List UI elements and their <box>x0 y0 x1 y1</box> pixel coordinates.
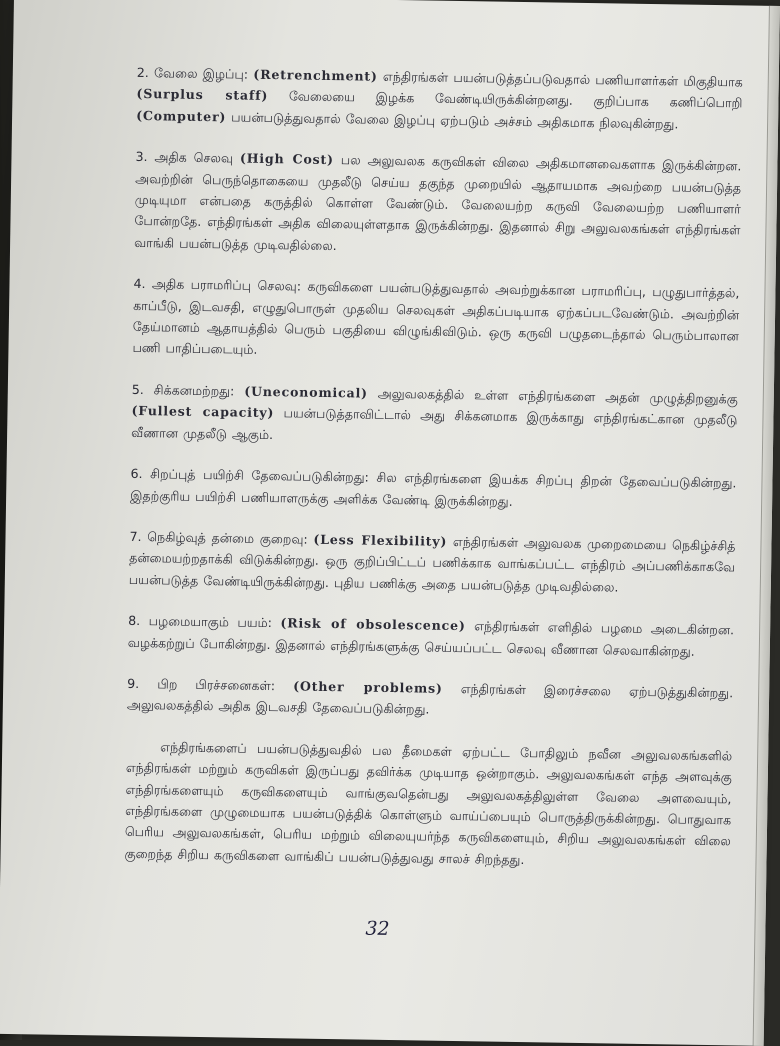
page-number: 32 <box>365 917 390 940</box>
text-line: வேலை இழப்பு ஏற்படும் அச்சம் அதிகமாக நிலவுகின்றது. <box>345 111 679 132</box>
text-line: திறன் தேவைப்படுகின்றது. இதற்குரிய பயிற்சி பணியாளருக்கு அளிக்க வேண்டி <box>130 473 737 508</box>
text-line: சிறிய அலுவலகங்கள் விலை குறைந்த சிறிய கருவிகளை வாங்கிப் பயன்படுத்துவது <box>124 830 731 866</box>
paragraph-p7 <box>129 526 736 600</box>
text-line: முழுமையாக பயன்படுத்திக் கொள்ளும் வாய்ப்பையும் பொருத்திருக்கின்றது. <box>209 804 661 827</box>
text-line: அடைகின்றன. வழக்கற்றுப் போகின்றது. இதனால் எந்திரங்களுக்கு செய்யப்பட்ட <box>127 621 735 656</box>
text-line: ஏற்படுத்துகின்றது. அலுவலகத்தில் அதிக இடவசதி தேவைப்படுகின்றது. <box>126 683 734 717</box>
text-line: ஒன்றாகும். அலுவலகங்கள் எந்த அளவுக்கு எந்திரங்களையும் கருவிகளையும் <box>125 765 732 800</box>
text-line: 2. வேலை இழப்பு: (Retrenchment) எந்திரங்கள் பயன்படுத்தப்படுவதால் <box>136 64 591 88</box>
text-line: சாலச் சிறந்தது. <box>438 850 525 867</box>
text-line: வேண்டியிருக்கின்றது. புதிய பணிக்கு அதை பயன்படுத்த முடிவதில்லை. <box>203 572 619 595</box>
paragraph-p5 <box>131 379 738 453</box>
text-line: பொதுவாக பெரிய அலுவலகங்கள், பெரிய மற்றும் விலையுயர்ந்த கருவிகளையும், <box>124 811 732 846</box>
text-line: பெரும்பாலான பணி பாதிப்படையும். <box>132 327 739 358</box>
text-line: செலவு வீணான செலவாகின்றது. <box>506 640 695 659</box>
text-line: பணியாளர்கள் மிகுதியாக (Surplus staff) வேலையை இழக்க <box>136 72 743 106</box>
text-line: 9. பிற பிரச்சனைகள்: (Other problems) எந்திரங்கள் இரைச்சலை <box>127 675 612 699</box>
text-line: 5. சிக்கனமற்றது: (Uneconomical) அலுவலகத்தில் உள்ள எந்திரங்களை <box>131 381 596 405</box>
text-line: வாங்குவதென்பது அலுவலகத்திலுள்ள வேலை அளவையும், எந்திரங்களை <box>125 784 732 820</box>
paragraph-p8 <box>128 610 735 662</box>
text-line: இருக்கின்றது. <box>434 492 513 509</box>
text-line: செலவுகள் அதிகப்படியாக ஏற்கப்படவேண்டும். அவற்றின் தேய்மானம் <box>132 301 740 336</box>
text-line: 8. பழமையாகும் பயம்: (Risk of obsolescence) எந்திரங்கள் எளிதில் பழமை <box>128 612 643 637</box>
text-line: அதன் முழுத்திறனுக்கு (Fullest capacity) பயன்படுத்தாவிட்டால் அது <box>131 389 738 424</box>
paragraph-p3 <box>134 146 742 263</box>
text-line: அலுவலகங்களில் எந்திரங்கள் மற்றும் கருவிகள் இருப்பது தவிர்க்க முடியாத <box>125 746 733 781</box>
page-edge <box>753 6 780 1046</box>
paragraph-p4 <box>132 273 739 368</box>
paragraph-p6 <box>130 463 737 515</box>
text-line: தகுந்த முறையில் ஆதாயமாக அவற்றை பயன்படுத்த முடியுமா என்பதை <box>134 174 742 209</box>
text-line: முறைமையை நெகிழ்ச்சித் தன்மையற்றதாக்கி விடுக்கின்றது. ஒரு குறிப்பிட்டப் <box>129 535 736 570</box>
paragraph-p2 <box>136 62 743 136</box>
text-line: 6. சிறப்புத் பயிற்சி தேவைப்படுகின்றது: சில எந்திரங்களை இயக்க சிறப்பு <box>130 465 574 488</box>
text-line: போன்றதே. எந்திரங்கள் அதிக விலையுள்ளதாக இருக்கின்றது. இதனால் சிறு <box>134 213 576 236</box>
text-line: பராமரிப்பு, பழுதுபார்த்தல், காப்பீடு, இடவசதி, எழுதுபொருள் முதலிய <box>133 283 740 317</box>
text-line: கருத்தில் கொள்ள வேண்டும். வேலையற்ற கருவி வேலையற்ற பணியாளர் <box>263 193 741 217</box>
text-line: அலுவலகங்கள் எந்திரங்கள் வாங்கி பயன்படுத்த முடிவதில்லை. <box>134 220 741 253</box>
paragraph-p9 <box>127 673 734 725</box>
text-line: வேண்டியிருக்கின்றனது. குறிப்பாக கணிப்பொறி (Computer) பயன்படுத்துவதால் <box>136 91 743 126</box>
text-line: 3. அதிக செலவு (High Cost) பல அலுவலக கருவிகள் விலை <box>135 149 530 171</box>
text-line: 4. அதிக பராமரிப்பு செலவு: கருவிகளை பயன்படுத்துவதால் அவற்றுக்கான <box>133 276 576 299</box>
text-line: ஆதாயத்தில் பெரும் பகுதியை விழுங்கிவிடும். ஒரு கருவி பழுதடைந்தால் <box>206 320 646 343</box>
text-line: அதிகமானவைகளாக இருக்கின்றன. அவற்றின் பெருந்தொகையை முதலீடு செய்ய <box>135 155 742 190</box>
text-line: 7. நெகிழ்வுத் தன்மை குறைவு: (Less Flexibility) எந்திரங்கள் அலுவலக <box>129 528 582 551</box>
page-content <box>124 62 743 894</box>
text-line: எந்திரங்களைப் பயன்படுத்துவதில் பல தீமைகள் ஏற்பட்ட போதிலும் நவீன <box>160 739 622 762</box>
text-line: சிக்கனமாக இருக்காது எந்திரங்கட்கான முதலீடு வீணான முதலீடு ஆகும். <box>131 408 738 442</box>
closing-paragraph <box>124 736 732 874</box>
text-line: பணிக்காக வாங்கப்பட்ட எந்திரம் அப்பணிக்காகவே பயன்படுத்த <box>128 554 736 588</box>
